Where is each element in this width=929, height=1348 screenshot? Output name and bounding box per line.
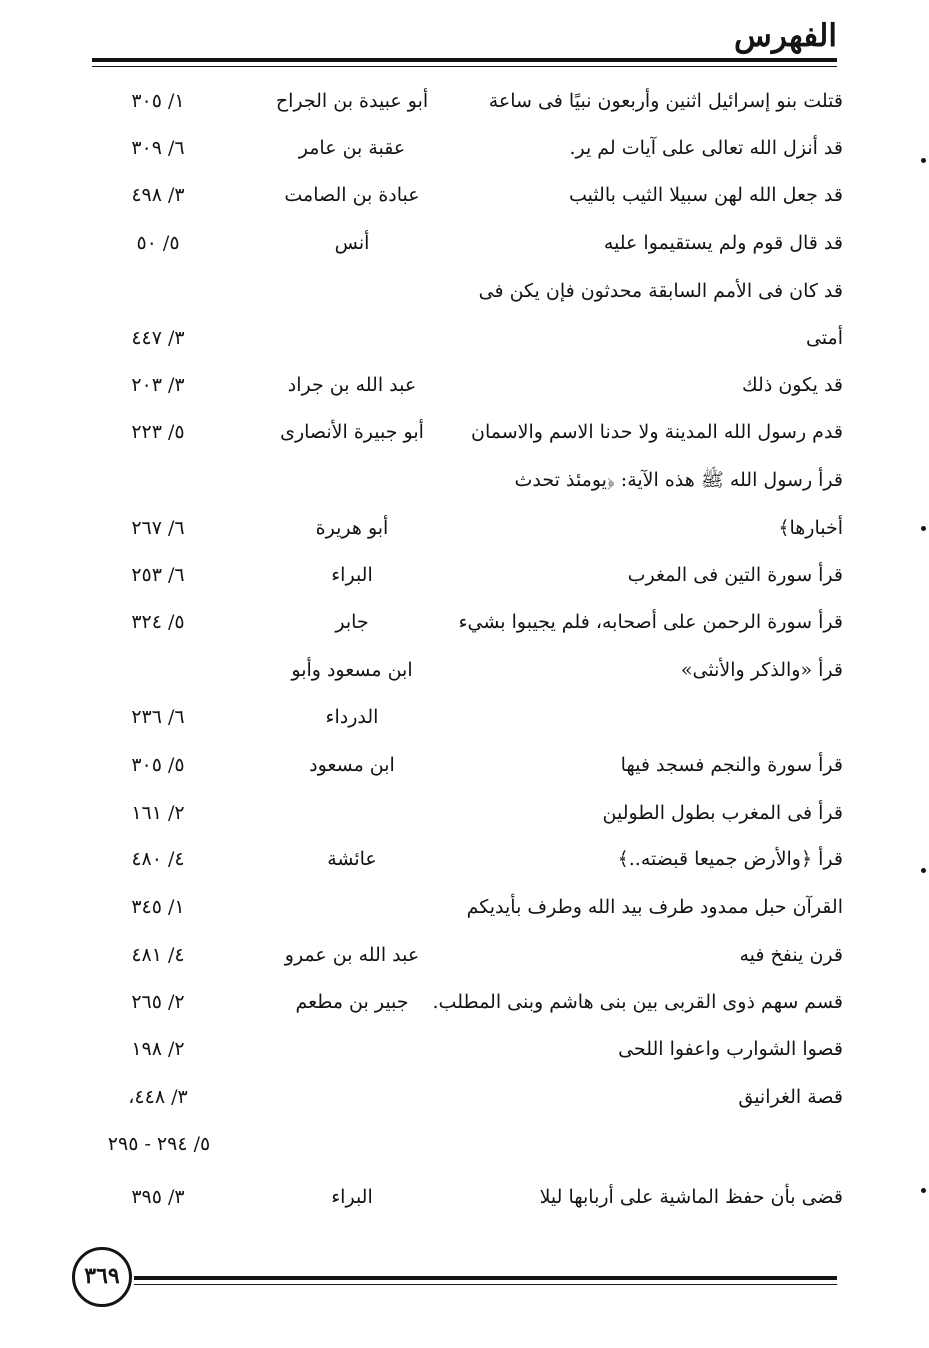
entry-reference: ٦/ ٢٥٣ — [131, 564, 185, 586]
index-entry — [0, 84, 929, 124]
entry-reference: ٦/ ٣٠٩ — [131, 137, 185, 159]
scan-speck — [921, 868, 926, 873]
index-entry — [0, 1080, 929, 1120]
scan-speck — [921, 1188, 926, 1193]
entry-narrator: عبادة بن الصامت — [284, 184, 420, 206]
entry-text: قرأ سورة الرحمن على أصحابه، فلم يجيبوا بشيء — [458, 611, 843, 633]
index-entry — [0, 1180, 929, 1220]
entry-text: قد يكون ذلك — [742, 374, 843, 396]
entry-reference: ٣/ ٤٩٨ — [131, 184, 185, 206]
index-entry — [0, 1032, 929, 1072]
index-entry — [0, 748, 929, 788]
index-entry — [0, 463, 929, 503]
entry-narrator: عبد الله بن عمرو — [284, 944, 420, 966]
entry-narrator: أنس — [334, 232, 370, 254]
entry-narrator: جابر — [335, 611, 369, 633]
entry-narrator: أبو جبيرة الأنصارى — [280, 421, 424, 443]
entry-reference: ٢/ ١٩٨ — [131, 1038, 185, 1060]
entry-text: القرآن حبل ممدود طرف بيد الله وطرف بأيديكم — [466, 896, 843, 918]
entry-reference: ١/ ٣٠٥ — [131, 90, 185, 112]
entry-reference: ٣/ ٣٩٥ — [131, 1186, 185, 1208]
entry-reference: ٥/ ٢٩٤ - ٢٩٥ — [107, 1133, 211, 1155]
index-entry — [0, 890, 929, 930]
entry-reference: ٣/ ٢٠٣ — [131, 374, 185, 396]
entry-reference: ٤/ ٤٨٠ — [131, 848, 185, 870]
entry-reference: ٢/ ١٦١ — [131, 802, 185, 824]
entry-text: قرن ينفخ فيه — [739, 944, 843, 966]
entry-reference: ٥/ ٢٢٣ — [131, 421, 185, 443]
entry-narrator: أبو عبيدة بن الجراح — [275, 90, 429, 112]
entry-reference: ٦/ ٢٣٦ — [131, 706, 185, 728]
index-entry — [0, 321, 929, 361]
entry-reference: ٥/ ٣٢٤ — [131, 611, 185, 633]
entry-text: قسم سهم ذوى القربى بين بنى هاشم وبنى المطلب. — [432, 991, 843, 1013]
entry-reference: ٣/ ٤٤٨، — [128, 1086, 188, 1108]
index-entry — [0, 131, 929, 171]
index-entry — [0, 605, 929, 645]
entry-text: قرأ سورة والنجم فسجد فيها — [620, 754, 843, 776]
entry-text: قرأ سورة التين فى المغرب — [627, 564, 843, 586]
index-entry — [0, 415, 929, 455]
footer-rule — [134, 1276, 837, 1280]
entry-text: قضى بأن حفظ الماشية على أربابها ليلا — [539, 1186, 843, 1208]
entry-reference: ٣/ ٤٤٧ — [131, 327, 185, 349]
entry-narrator: جبير بن مطعم — [295, 991, 409, 1013]
scan-speck — [921, 526, 926, 531]
entry-text: أمتى — [805, 327, 843, 349]
index-entry — [0, 1127, 929, 1167]
entry-reference: ٢/ ٢٦٥ — [131, 991, 185, 1013]
entry-narrator: عبد الله بن جراد — [287, 374, 417, 396]
entry-text: قرأ «والذكر والأنثى» — [680, 659, 843, 681]
entry-reference: ١/ ٣٤٥ — [131, 896, 185, 918]
entry-narrator: البراء — [331, 1186, 373, 1208]
entry-text: أخبارها﴾ — [778, 517, 843, 539]
index-entry — [0, 178, 929, 218]
index-entry — [0, 653, 929, 693]
entry-text: قد أنزل الله تعالى على آيات لم ير. — [569, 137, 843, 159]
entry-text: قد جعل الله لهن سبيلا الثيب بالثيب — [568, 184, 843, 206]
index-entry — [0, 368, 929, 408]
index-entry — [0, 274, 929, 314]
index-entry — [0, 985, 929, 1025]
entry-narrator: ابن مسعود وأبو — [291, 659, 413, 681]
entry-text: قصة الغرانيق — [738, 1086, 843, 1108]
entry-narrator: عقبة بن عامر — [298, 137, 406, 159]
entry-text: قدم رسول الله المدينة ولا حدنا الاسم والاسمان — [470, 421, 843, 443]
entry-narrator: البراء — [331, 564, 373, 586]
entry-narrator: عائشة — [327, 848, 377, 870]
entry-reference: ٦/ ٢٦٧ — [131, 517, 185, 539]
index-entry — [0, 511, 929, 551]
header-rule-thin — [92, 66, 837, 67]
entry-text: قتلت بنو إسرائيل اثنين وأربعون نبيًا فى ساعة — [488, 90, 843, 112]
entry-reference: ٥/ ٥٠ — [136, 232, 180, 254]
entry-reference: ٤/ ٤٨١ — [131, 944, 185, 966]
index-entry — [0, 796, 929, 836]
entry-text: قد قال قوم ولم يستقيموا عليه — [603, 232, 843, 254]
entry-narrator: الدرداء — [325, 706, 379, 728]
scan-speck — [921, 158, 926, 163]
header-rule — [92, 58, 837, 62]
entry-text: قرأ رسول الله ﷺ هذه الآية: ﴿يومئذ تحدث — [514, 469, 843, 491]
index-entry — [0, 938, 929, 978]
index-entry — [0, 558, 929, 598]
entry-reference: ٥/ ٣٠٥ — [131, 754, 185, 776]
entry-text: قرأ ﴿والأرض جميعا قبضته..﴾ — [617, 848, 843, 870]
entry-text: قد كان فى الأمم السابقة محدثون فإن يكن فى — [478, 280, 843, 302]
page-title: الفهرس — [734, 18, 837, 54]
page-number: ٣٦٩ — [72, 1247, 132, 1307]
footer-rule-thin — [134, 1284, 837, 1285]
entry-narrator: ابن مسعود — [309, 754, 395, 776]
entry-text: قصوا الشوارب واعفوا اللحى — [618, 1038, 843, 1060]
index-entry — [0, 842, 929, 882]
index-entry — [0, 226, 929, 266]
index-entry — [0, 700, 929, 740]
entry-narrator: أبو هريرة — [315, 517, 389, 539]
entry-text: قرأ فى المغرب بطول الطولين — [602, 802, 843, 824]
